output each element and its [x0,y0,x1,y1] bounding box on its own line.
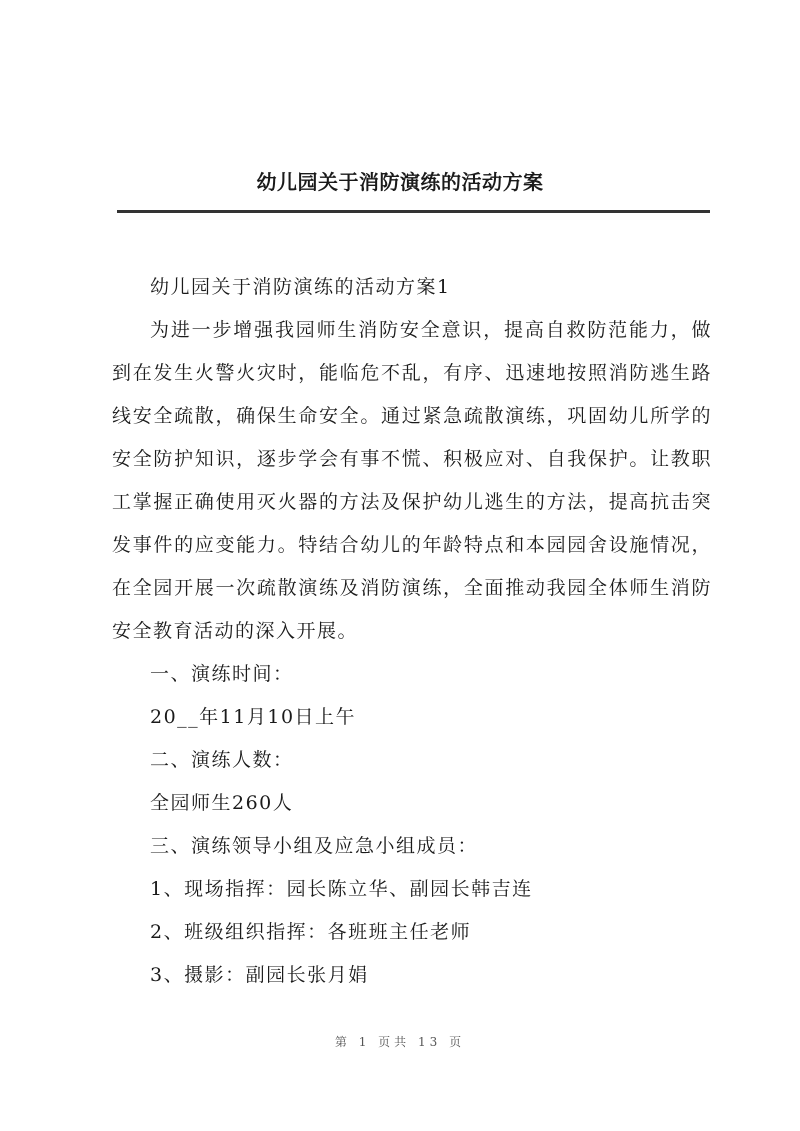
participants-heading: 二、演练人数： [150,749,294,771]
participants-value: 全园师生260人 [150,792,294,814]
leadership-item-2: 2、班级组织指挥：各班班主任老师 [150,921,472,943]
drill-time-heading: 一、演练时间： [150,663,294,685]
leadership-item-1: 1、现场指挥：园长陈立华、副园长韩吉连 [150,878,533,900]
drill-time-value: 20__年11月10日上午 [150,706,357,728]
document-body [112,266,712,997]
leadership-heading: 三、演练领导小组及应急小组成员： [150,835,479,857]
intro-paragraph: 为进一步增强我园师生消防安全意识，提高自救防范能力，做到在发生火警火灾时，能临危不乱，有序、迅速地按照消防逃生路线安全疏散，确保生命安全。通过紧急疏散演练，巩固幼儿所学的安全防护知识，逐步学会有事不慌、积极应对、自我保护。让教职工掌握正确使用灭火器的方法及保护幼儿逃生的方法，提高抗击突发事件的应变能力。特结合幼儿的年龄特点和本园园舍设施情况，在全园开展一次疏散演练及消防演练，全面推动我园全体师生消防安全教育活动的深入开展。 [112,319,712,642]
page-number: 第 1 页共 13 页 [334,1035,466,1049]
title-divider [117,210,710,213]
document-title: 幼儿园关于消防演练的活动方案 [256,170,544,194]
leadership-item-3: 3、摄影：副园长张月娟 [150,964,369,986]
section-heading: 幼儿园关于消防演练的活动方案1 [150,276,451,298]
